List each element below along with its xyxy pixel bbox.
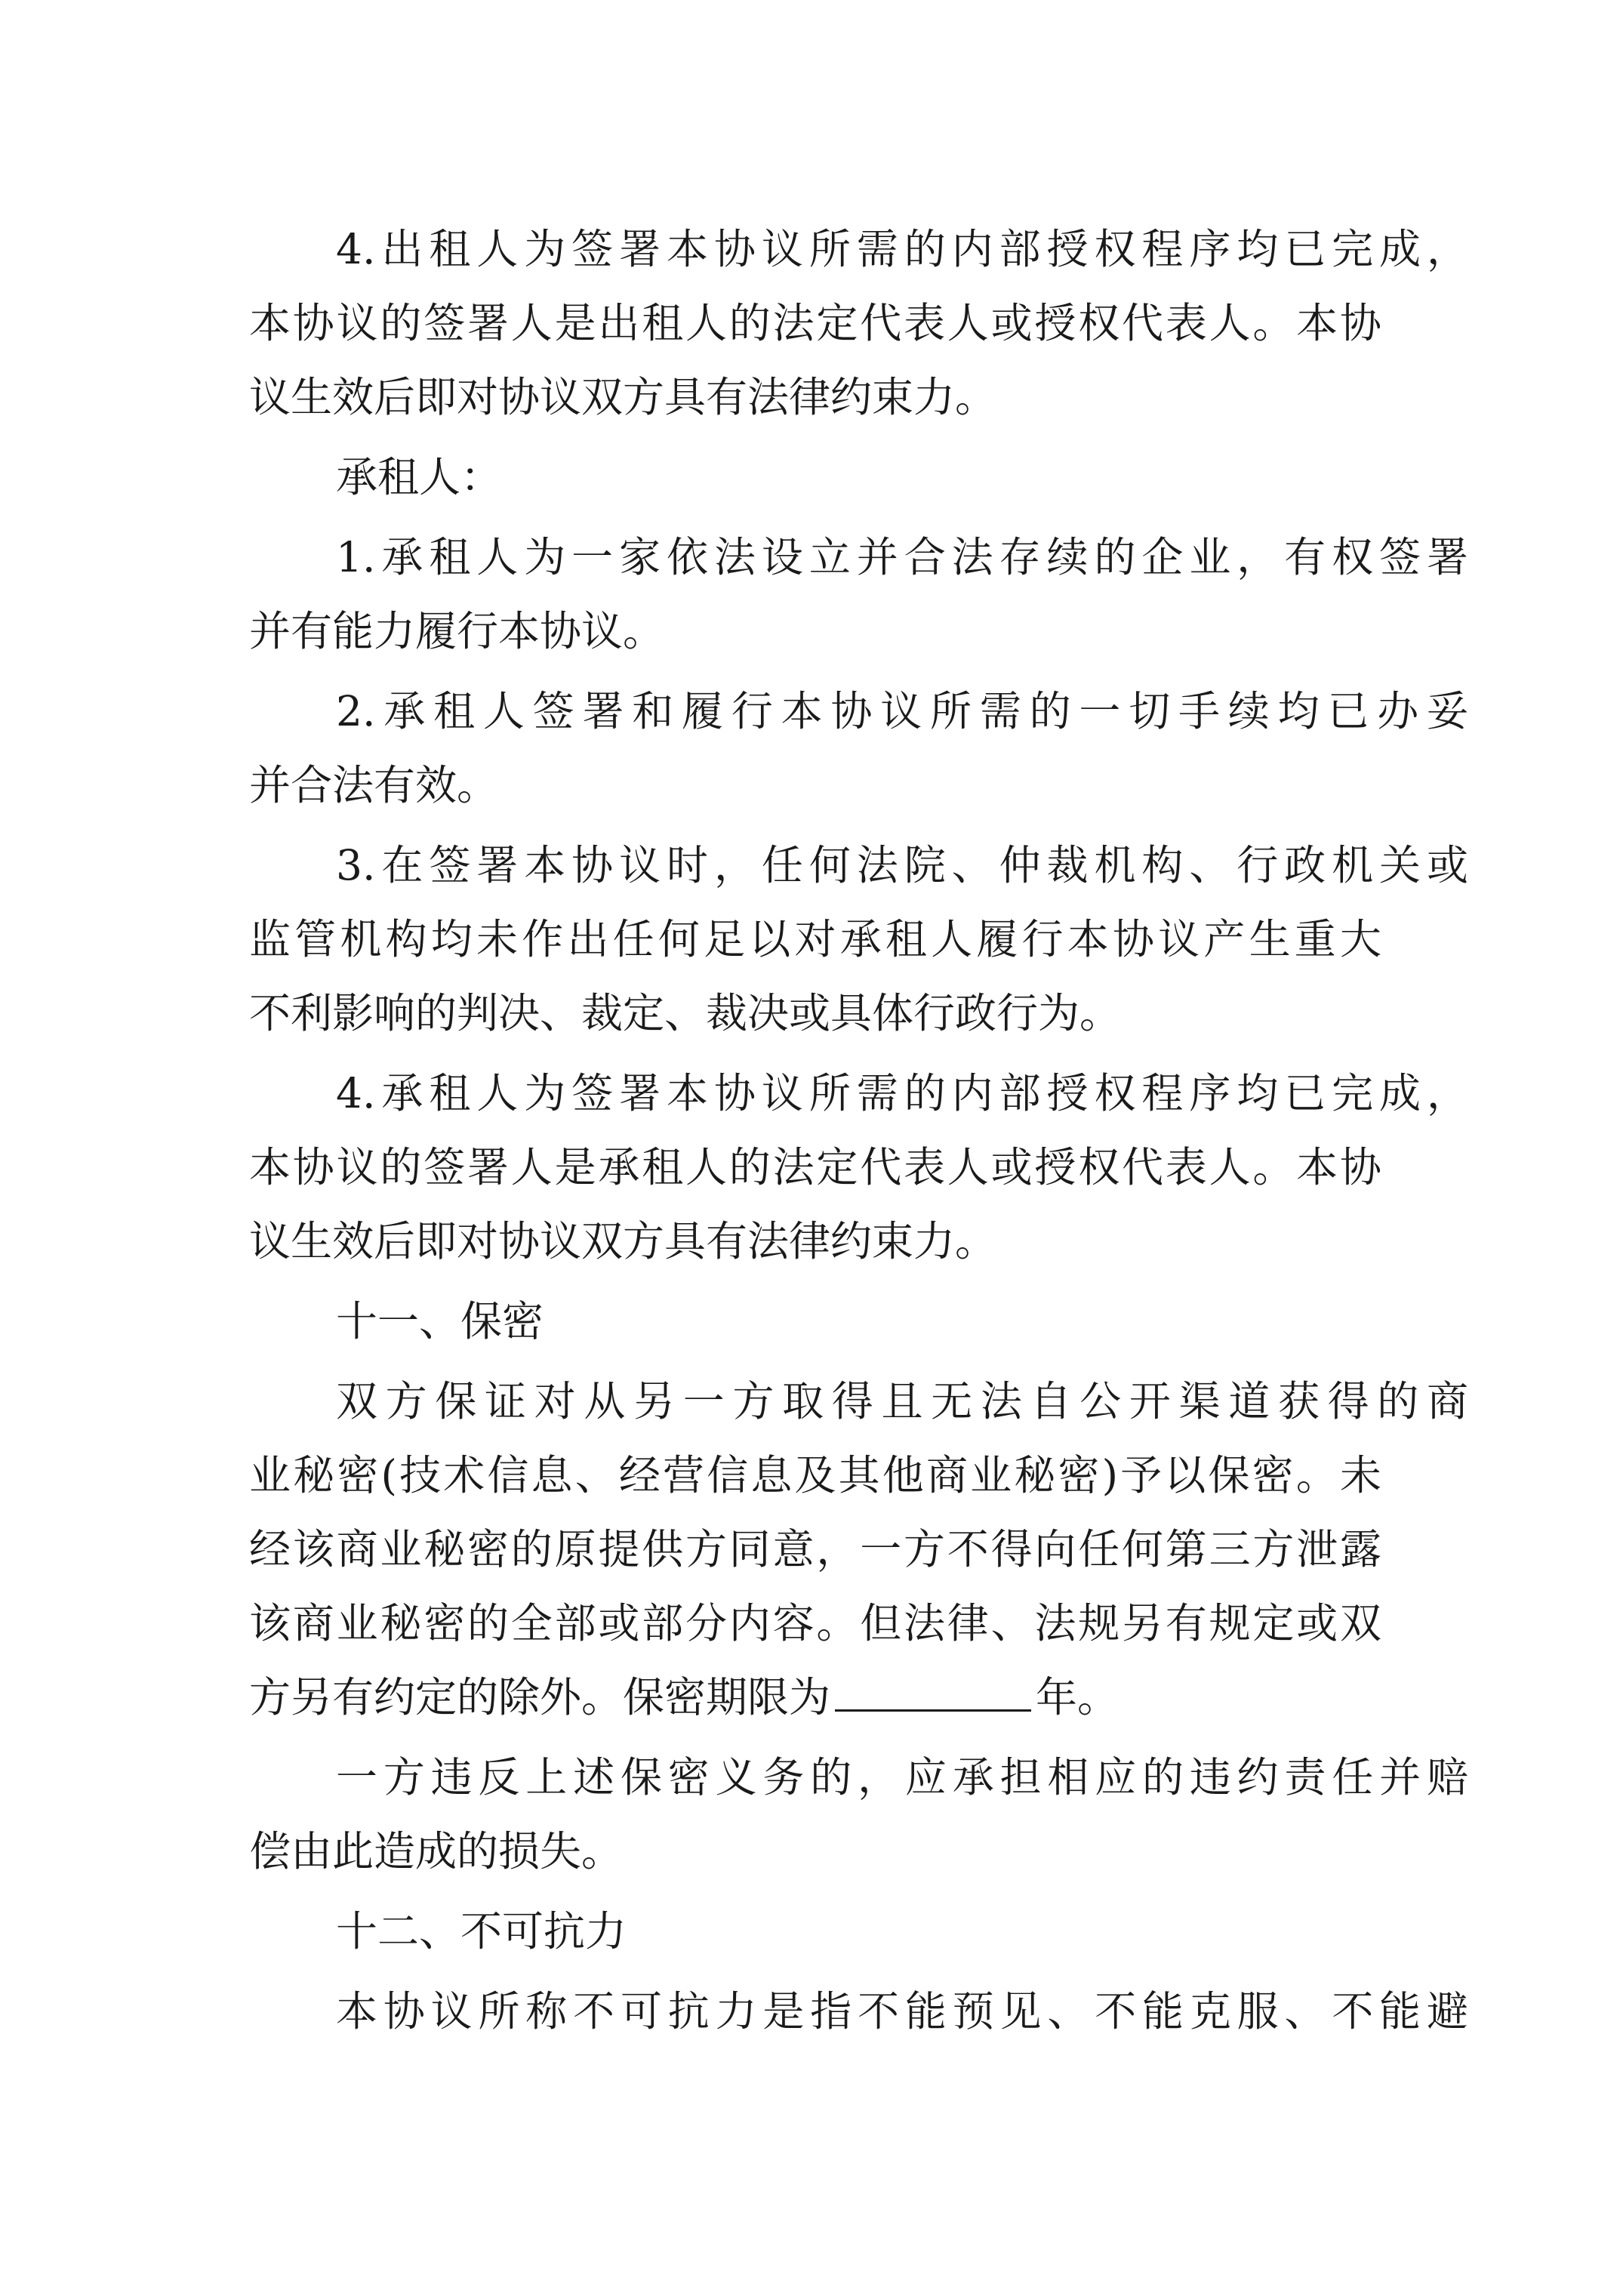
confidentiality-term-blank (835, 1664, 1031, 1712)
paragraph-line: 双方保证对从另一方取得且无法自公开渠道获得的商 (336, 1377, 1468, 1425)
paragraph-line: 偿由此造成的损失。 (249, 1827, 624, 1875)
paragraph-line-with-blank (249, 1663, 1119, 1731)
paragraph-line: 本协议所称不可抗力是指不能预见、不能克服、不能避 (336, 1987, 1468, 2036)
paragraph-line: 并有能力履行本协议。 (249, 607, 665, 655)
section-heading-force-majeure: 十二、不可抗力 (336, 1907, 627, 1955)
paragraph-line: 并合法有效。 (249, 761, 499, 809)
paragraph-line: 2.承租人签署和履行本协议所需的一切手续均已办妥 (336, 687, 1468, 735)
section-heading-confidentiality: 十一、保密 (336, 1297, 544, 1345)
confidentiality-term-suffix: 年。 (1036, 1673, 1119, 1721)
paragraph-line: 4.承租人为签署本协议所需的内部授权程序均已完成， (336, 1069, 1468, 1117)
paragraph-line: 经该商业秘密的原提供方同意，一方不得向任何第三方泄露 (249, 1525, 1381, 1573)
paragraph-line: 监管机构均未作出任何足以对承租人履行本协议产生重大 (249, 915, 1381, 963)
paragraph-line: 3.在签署本协议时，任何法院、仲裁机构、行政机关或 (336, 841, 1468, 889)
paragraph-line: 本协议的签署人是承租人的法定代表人或授权代表人。本协 (249, 1143, 1381, 1191)
confidentiality-term-prefix: 方另有约定的除外。保密期限为 (249, 1673, 831, 1721)
paragraph-line: 一方违反上述保密义务的，应承担相应的违约责任并赔 (336, 1753, 1468, 1801)
paragraph-line: 4.出租人为签署本协议所需的内部授权程序均已完成， (336, 225, 1468, 273)
paragraph-line: 议生效后即对协议双方具有法律约束力。 (249, 373, 997, 421)
paragraph-line: 该商业秘密的全部或部分内容。但法律、法规另有规定或双 (249, 1599, 1381, 1647)
paragraph-line: 业秘密(技术信息、经营信息及其他商业秘密)予以保密。未 (249, 1451, 1381, 1499)
paragraph-line: 议生效后即对协议双方具有法律约束力。 (249, 1217, 997, 1265)
paragraph-line: 本协议的签署人是出租人的法定代表人或授权代表人。本协 (249, 299, 1381, 347)
section-heading-lessee: 承租人： (336, 453, 503, 501)
paragraph-line: 1.承租人为一家依法设立并合法存续的企业，有权签署 (336, 533, 1468, 581)
paragraph-line: 不利影响的判决、裁定、裁决或具体行政行为。 (249, 989, 1122, 1037)
